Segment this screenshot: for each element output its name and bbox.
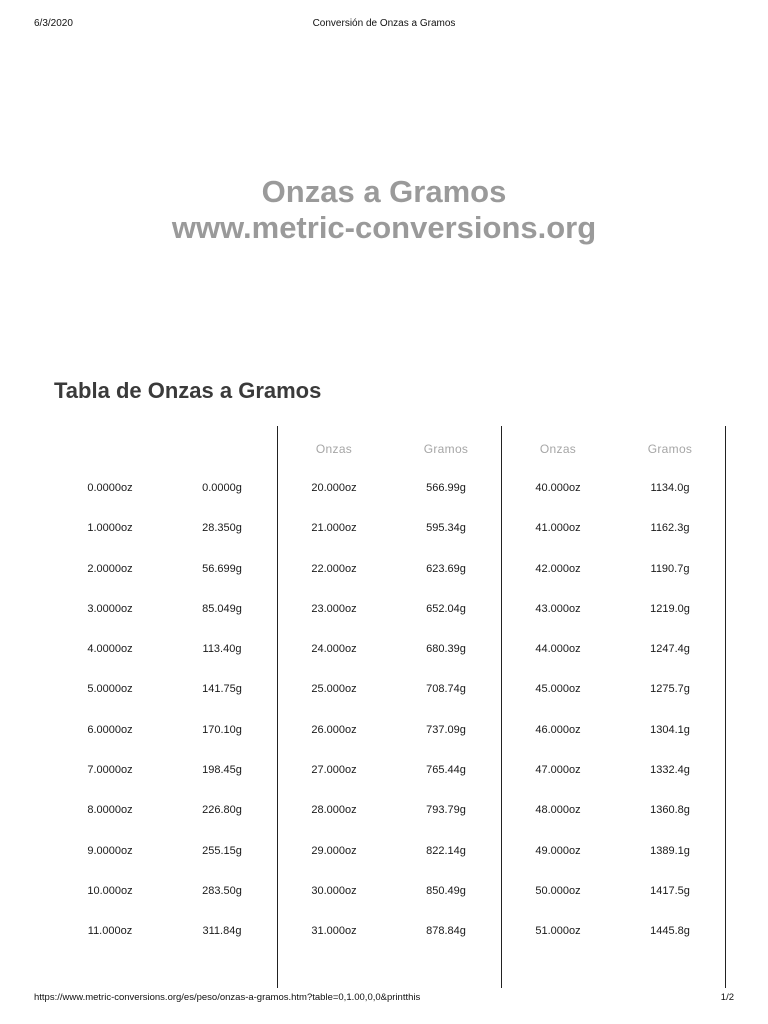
ounces-cell: 24.000oz [311,643,357,656]
ounces-cell: 40.000oz [535,482,581,494]
ounces-cell: 26.000oz [311,723,357,736]
grams-cell: 765.44g [426,764,466,777]
ounces-cell: 2.0000oz [87,562,133,575]
table-row [54,885,726,925]
grams-cell: 566.99g [426,482,466,494]
column-header-onzas: Onzas [315,442,353,456]
ounces-cell: 31.000oz [311,925,357,938]
table-header-row [54,442,726,458]
grams-cell: 1190.7g [650,562,690,575]
ounces-cell: 44.000oz [535,643,581,656]
ounces-cell: 27.000oz [311,764,357,777]
ounces-cell: 23.000oz [311,602,357,615]
grams-cell: 1360.8g [650,804,690,817]
ounces-cell: 11.000oz [87,925,133,938]
grams-cell: 113.40g [202,643,242,656]
grams-cell: 1219.0g [650,602,690,615]
grams-cell: 1417.5g [650,884,690,897]
ounces-cell: 0.0000oz [87,482,133,494]
table-row [54,643,726,683]
grams-cell: 623.69g [426,562,466,575]
grams-cell: 793.79g [426,804,466,817]
ounces-cell: 51.000oz [535,925,581,938]
ounces-cell: 48.000oz [535,804,581,817]
grams-cell: 1162.3g [650,522,690,535]
table-row [54,804,726,844]
grams-cell: 1275.7g [650,683,690,696]
ounces-cell: 47.000oz [535,764,581,777]
grams-cell: 170.10g [202,723,242,736]
table-row [54,522,726,562]
ounces-cell: 6.0000oz [87,723,133,736]
table-row [54,764,726,804]
hero-title: Onzas a Gramos [261,174,507,209]
table-row [54,683,726,723]
print-header [0,18,768,32]
ounces-cell: 41.000oz [535,522,581,535]
hero-heading [0,174,768,246]
page-number: 1/2 [720,992,734,1003]
hero-site-url: www.metric-conversions.org [171,210,597,245]
ounces-cell: 22.000oz [311,562,357,575]
ounces-cell: 4.0000oz [87,643,133,656]
grams-cell: 680.39g [426,643,466,656]
ounces-cell: 8.0000oz [87,804,133,817]
ounces-cell: 50.000oz [535,884,581,897]
table-row [54,482,726,522]
ounces-cell: 7.0000oz [87,764,133,777]
grams-cell: 1134.0g [650,482,690,494]
grams-cell: 737.09g [426,723,466,736]
grams-cell: 255.15g [202,844,242,857]
grams-cell: 652.04g [426,602,466,615]
grams-cell: 0.0000g [202,482,242,494]
ounces-cell: 5.0000oz [87,683,133,696]
ounces-cell: 45.000oz [535,683,581,696]
print-url: https://www.metric-conversions.org/es/peso/onzas-a-gramos.htm?table=0,1.00,0,0&printthis [34,992,421,1003]
ounces-cell: 43.000oz [535,602,581,615]
ounces-cell: 29.000oz [311,844,357,857]
column-header-onzas: Onzas [539,442,577,456]
table-row [54,845,726,885]
table-body [54,482,726,966]
grams-cell: 708.74g [426,683,466,696]
print-page-title: Conversión de Onzas a Gramos [312,18,456,29]
column-header-gramos: Gramos [647,442,693,456]
ounces-cell: 30.000oz [311,884,357,897]
column-header-gramos: Gramos [423,442,469,456]
ounces-cell: 10.000oz [87,884,133,897]
ounces-cell: 46.000oz [535,723,581,736]
grams-cell: 311.84g [202,925,242,938]
grams-cell: 1304.1g [650,723,690,736]
grams-cell: 595.34g [426,522,466,535]
grams-cell: 878.84g [426,925,466,938]
print-date: 6/3/2020 [34,18,73,29]
table-row [54,925,726,965]
ounces-cell: 42.000oz [535,562,581,575]
grams-cell: 283.50g [202,884,242,897]
table-row [54,724,726,764]
ounces-cell: 1.0000oz [87,522,133,535]
ounces-cell: 9.0000oz [87,844,133,857]
ounces-cell: 49.000oz [535,844,581,857]
grams-cell: 822.14g [426,844,466,857]
grams-cell: 28.350g [202,522,242,535]
grams-cell: 85.049g [202,602,242,615]
grams-cell: 226.80g [202,804,242,817]
table-row [54,603,726,643]
grams-cell: 1247.4g [650,643,690,656]
ounces-cell: 25.000oz [311,683,357,696]
ounces-cell: 20.000oz [311,482,357,494]
grams-cell: 1332.4g [650,764,690,777]
ounces-cell: 21.000oz [311,522,357,535]
table-title: Tabla de Onzas a Gramos [54,378,322,403]
grams-cell: 1389.1g [650,844,690,857]
print-footer [0,992,768,1006]
grams-cell: 198.45g [202,764,242,777]
grams-cell: 850.49g [426,884,466,897]
grams-cell: 1445.8g [650,925,690,938]
grams-cell: 56.699g [202,562,242,575]
ounces-cell: 28.000oz [311,804,357,817]
ounces-cell: 3.0000oz [87,602,133,615]
table-row [54,563,726,603]
grams-cell: 141.75g [202,683,242,696]
